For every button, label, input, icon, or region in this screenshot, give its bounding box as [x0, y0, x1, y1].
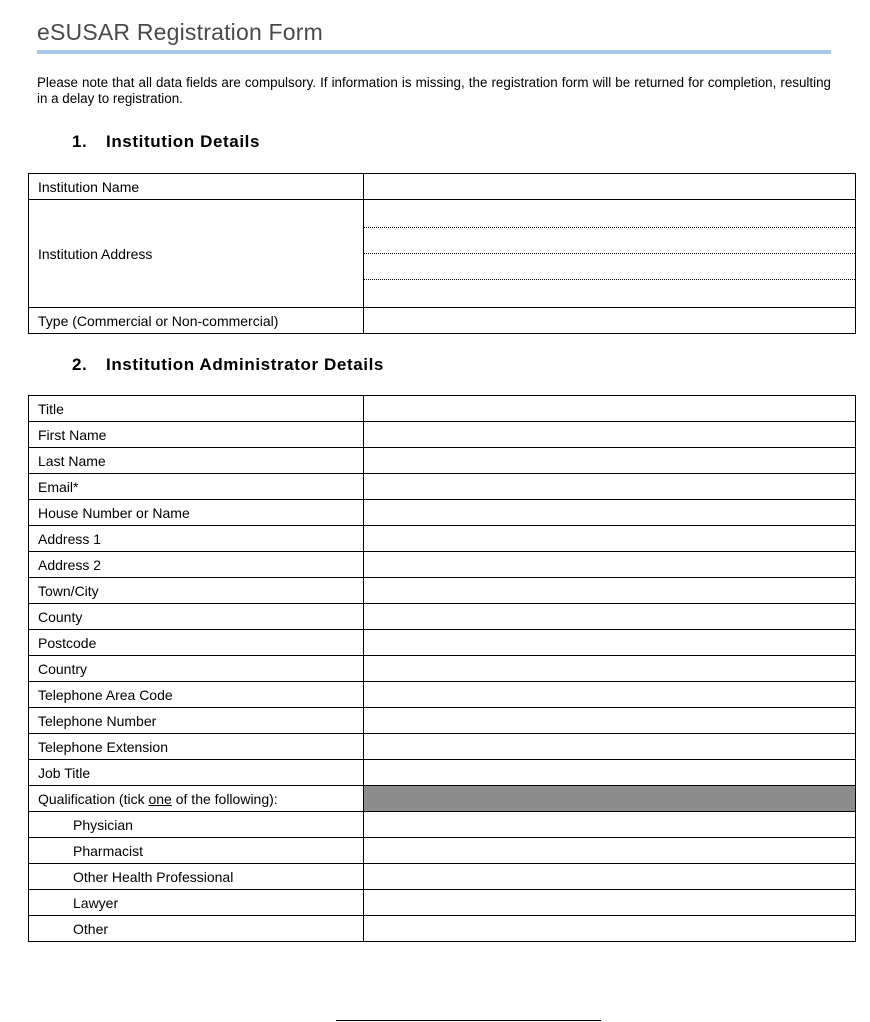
last-name-field[interactable] [364, 448, 856, 474]
job-title-field[interactable] [364, 760, 856, 786]
table-row [29, 630, 856, 656]
table-row [29, 448, 856, 474]
table-row [29, 474, 856, 500]
table-row [29, 864, 856, 890]
administrator-details-table [28, 395, 856, 942]
town-city-label: Town/City [29, 578, 364, 604]
institution-address-label: Institution Address [29, 200, 364, 308]
table-row [29, 604, 856, 630]
institution-address-field[interactable] [364, 200, 856, 308]
institution-type-field[interactable] [364, 308, 856, 334]
institution-address-line-4[interactable] [364, 280, 855, 306]
table-row [29, 812, 856, 838]
qualification-option-pharmacist-label: Pharmacist [29, 838, 364, 864]
table-row [29, 578, 856, 604]
footer-divider [336, 1020, 601, 1021]
qualification-option-other-health-professional-label: Other Health Professional [29, 864, 364, 890]
table-row [29, 916, 856, 942]
qualification-option-lawyer-tick[interactable] [364, 890, 856, 916]
town-city-field[interactable] [364, 578, 856, 604]
title-field[interactable] [364, 396, 856, 422]
postcode-field[interactable] [364, 630, 856, 656]
institution-address-line-1[interactable] [364, 202, 855, 228]
table-row [29, 786, 856, 812]
address-1-label: Address 1 [29, 526, 364, 552]
table-row [29, 656, 856, 682]
telephone-extension-field[interactable] [364, 734, 856, 760]
qualification-option-other-label: Other [29, 916, 364, 942]
telephone-area-code-field[interactable] [364, 682, 856, 708]
section-2-heading [72, 355, 384, 375]
telephone-number-label: Telephone Number [29, 708, 364, 734]
table-row [29, 682, 856, 708]
telephone-number-field[interactable] [364, 708, 856, 734]
house-number-or-name-field[interactable] [364, 500, 856, 526]
institution-name-label: Institution Name [29, 174, 364, 200]
first-name-label: First Name [29, 422, 364, 448]
table-row [29, 200, 856, 308]
qualification-label [29, 786, 364, 812]
county-label: County [29, 604, 364, 630]
form-note: Please note that all data fields are compulsory. If information is missing, the registration form will be returned for completion, resulting in a delay to registration. [37, 75, 831, 106]
institution-address-line-2[interactable] [364, 228, 855, 254]
section-1-title: Institution Details [106, 132, 261, 151]
title-label: Title [29, 396, 364, 422]
table-row [29, 308, 856, 334]
qualification-option-physician-label: Physician [29, 812, 364, 838]
table-row [29, 890, 856, 916]
institution-address-line-3[interactable] [364, 254, 855, 280]
qualification-option-lawyer-label: Lawyer [29, 890, 364, 916]
table-row [29, 838, 856, 864]
first-name-field[interactable] [364, 422, 856, 448]
qualification-option-other-tick[interactable] [364, 916, 856, 942]
county-field[interactable] [364, 604, 856, 630]
qualification-option-other-health-professional-tick[interactable] [364, 864, 856, 890]
email-label: Email* [29, 474, 364, 500]
section-2-title: Institution Administrator Details [106, 355, 384, 374]
country-field[interactable] [364, 656, 856, 682]
qualification-label-emphasis: one [148, 790, 172, 807]
address-2-field[interactable] [364, 552, 856, 578]
institution-details-table [28, 173, 856, 334]
postcode-label: Postcode [29, 630, 364, 656]
institution-name-field[interactable] [364, 174, 856, 200]
section-2-number: 2. [72, 355, 88, 374]
address-2-label: Address 2 [29, 552, 364, 578]
table-row [29, 552, 856, 578]
table-row [29, 174, 856, 200]
section-1-number: 1. [72, 132, 88, 151]
job-title-label: Job Title [29, 760, 364, 786]
table-row [29, 760, 856, 786]
table-row [29, 422, 856, 448]
table-row [29, 734, 856, 760]
section-1-heading [72, 132, 260, 152]
telephone-area-code-label: Telephone Area Code [29, 682, 364, 708]
qualification-option-pharmacist-tick[interactable] [364, 838, 856, 864]
table-row [29, 500, 856, 526]
qualification-label-prefix: Qualification (tick [38, 790, 149, 807]
qualification-shaded-cell [364, 786, 856, 812]
qualification-option-physician-tick[interactable] [364, 812, 856, 838]
telephone-extension-label: Telephone Extension [29, 734, 364, 760]
country-label: Country [29, 656, 364, 682]
form-title: eSUSAR Registration Form [37, 19, 831, 54]
last-name-label: Last Name [29, 448, 364, 474]
table-row [29, 708, 856, 734]
table-row [29, 526, 856, 552]
institution-type-label: Type (Commercial or Non-commercial) [29, 308, 364, 334]
table-row [29, 396, 856, 422]
address-1-field[interactable] [364, 526, 856, 552]
qualification-label-suffix: of the following): [171, 790, 278, 807]
house-number-or-name-label: House Number or Name [29, 500, 364, 526]
email-field[interactable] [364, 474, 856, 500]
